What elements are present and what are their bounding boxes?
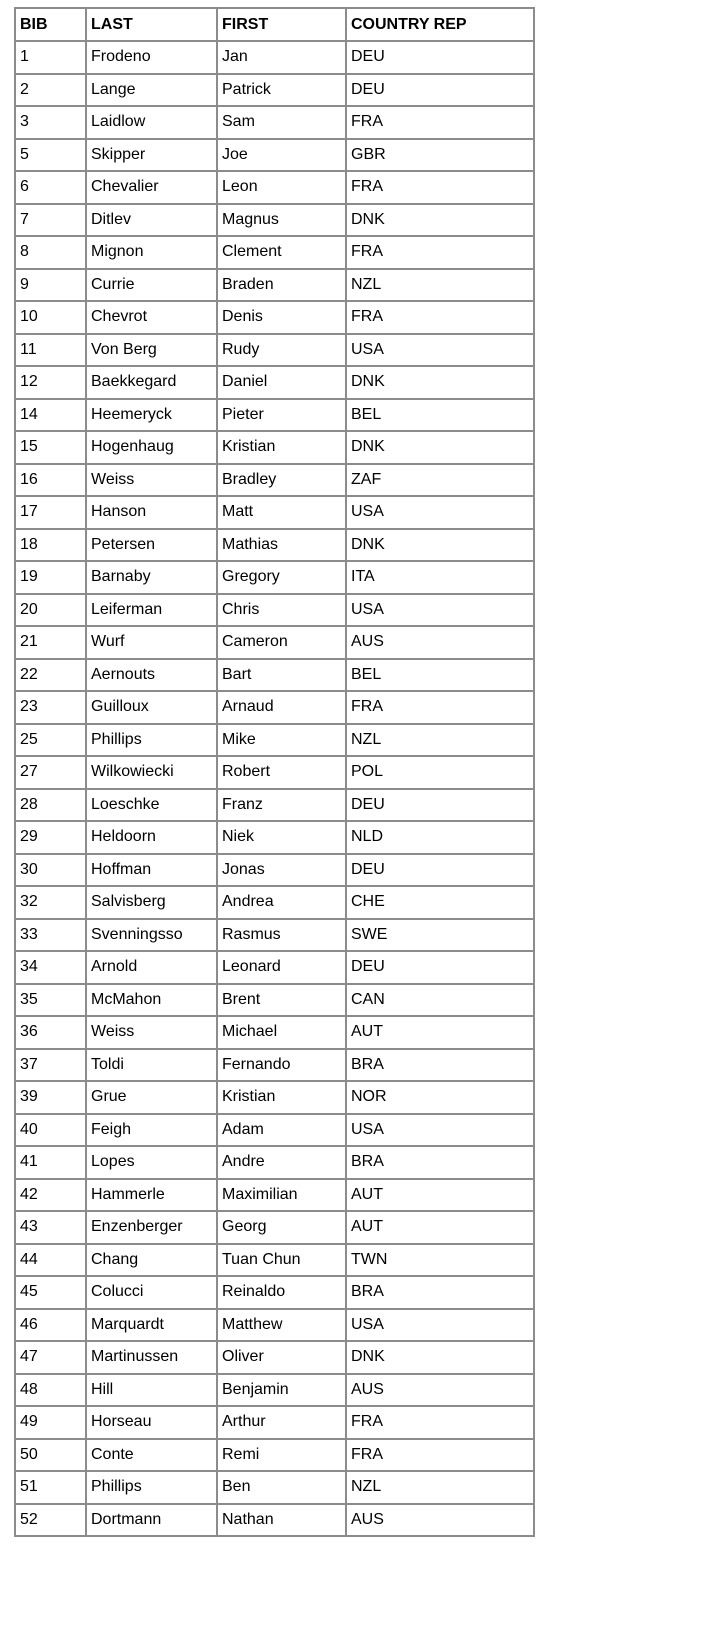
cell-first-name: Daniel — [217, 366, 346, 399]
table-row — [15, 269, 534, 302]
cell-country-rep: BRA — [346, 1276, 534, 1309]
table-row — [15, 496, 534, 529]
cell-last-name: Hill — [86, 1374, 217, 1407]
cell-country-rep: CHE — [346, 886, 534, 919]
cell-last-name: Hogenhaug — [86, 431, 217, 464]
cell-last-name: Feigh — [86, 1114, 217, 1147]
cell-last-name: Enzenberger — [86, 1211, 217, 1244]
cell-last-name: Svenningsso — [86, 919, 217, 952]
cell-country-rep: BEL — [346, 399, 534, 432]
cell-first-name: Rasmus — [217, 919, 346, 952]
cell-country-rep: DNK — [346, 366, 534, 399]
cell-last-name: Laidlow — [86, 106, 217, 139]
cell-first-name: Clement — [217, 236, 346, 269]
table-row — [15, 1016, 534, 1049]
cell-last-name: Chevrot — [86, 301, 217, 334]
cell-country-rep: TWN — [346, 1244, 534, 1277]
cell-bib: 1 — [15, 41, 86, 74]
cell-country-rep: DEU — [346, 951, 534, 984]
cell-first-name: Tuan Chun — [217, 1244, 346, 1277]
table-row — [15, 659, 534, 692]
cell-last-name: Colucci — [86, 1276, 217, 1309]
cell-country-rep: BRA — [346, 1049, 534, 1082]
table-row — [15, 1504, 534, 1537]
table-row — [15, 951, 534, 984]
table-row — [15, 1211, 534, 1244]
table-row — [15, 626, 534, 659]
cell-first-name: Niek — [217, 821, 346, 854]
cell-country-rep: USA — [346, 1309, 534, 1342]
cell-last-name: Heemeryck — [86, 399, 217, 432]
cell-last-name: Grue — [86, 1081, 217, 1114]
cell-first-name: Sam — [217, 106, 346, 139]
header-row — [15, 8, 534, 41]
table-row — [15, 919, 534, 952]
cell-bib: 9 — [15, 269, 86, 302]
column-header-last: LAST — [86, 8, 217, 41]
cell-last-name: Phillips — [86, 1471, 217, 1504]
cell-country-rep: DNK — [346, 529, 534, 562]
cell-country-rep: FRA — [346, 1406, 534, 1439]
cell-first-name: Fernando — [217, 1049, 346, 1082]
cell-bib: 5 — [15, 139, 86, 172]
cell-bib: 23 — [15, 691, 86, 724]
table-row — [15, 334, 534, 367]
cell-first-name: Brent — [217, 984, 346, 1017]
table-row — [15, 171, 534, 204]
table-row — [15, 106, 534, 139]
cell-last-name: Leiferman — [86, 594, 217, 627]
cell-bib: 51 — [15, 1471, 86, 1504]
cell-country-rep: DNK — [346, 431, 534, 464]
cell-bib: 15 — [15, 431, 86, 464]
cell-bib: 42 — [15, 1179, 86, 1212]
cell-country-rep: DNK — [346, 1341, 534, 1374]
table-row — [15, 1406, 534, 1439]
cell-bib: 49 — [15, 1406, 86, 1439]
cell-first-name: Andrea — [217, 886, 346, 919]
cell-bib: 33 — [15, 919, 86, 952]
column-header-first: FIRST — [217, 8, 346, 41]
cell-bib: 6 — [15, 171, 86, 204]
cell-first-name: Cameron — [217, 626, 346, 659]
cell-bib: 22 — [15, 659, 86, 692]
cell-bib: 37 — [15, 1049, 86, 1082]
cell-last-name: Hoffman — [86, 854, 217, 887]
table-row — [15, 1179, 534, 1212]
cell-last-name: Martinussen — [86, 1341, 217, 1374]
cell-bib: 41 — [15, 1146, 86, 1179]
table-row — [15, 886, 534, 919]
cell-first-name: Kristian — [217, 431, 346, 464]
table-row — [15, 529, 534, 562]
cell-bib: 19 — [15, 561, 86, 594]
cell-country-rep: NLD — [346, 821, 534, 854]
cell-country-rep: FRA — [346, 106, 534, 139]
cell-first-name: Braden — [217, 269, 346, 302]
cell-first-name: Mike — [217, 724, 346, 757]
table-row — [15, 854, 534, 887]
cell-last-name: Skipper — [86, 139, 217, 172]
table-row — [15, 41, 534, 74]
cell-last-name: Currie — [86, 269, 217, 302]
cell-country-rep: DEU — [346, 854, 534, 887]
cell-last-name: Aernouts — [86, 659, 217, 692]
table-row — [15, 236, 534, 269]
cell-first-name: Leon — [217, 171, 346, 204]
cell-last-name: Hammerle — [86, 1179, 217, 1212]
cell-last-name: Wurf — [86, 626, 217, 659]
table-row — [15, 1341, 534, 1374]
table-row — [15, 724, 534, 757]
cell-country-rep: DEU — [346, 41, 534, 74]
cell-bib: 48 — [15, 1374, 86, 1407]
table-row — [15, 204, 534, 237]
cell-last-name: Marquardt — [86, 1309, 217, 1342]
table-body — [15, 41, 534, 1536]
table-row — [15, 984, 534, 1017]
cell-country-rep: DEU — [346, 789, 534, 822]
cell-country-rep: USA — [346, 496, 534, 529]
table-row — [15, 1276, 534, 1309]
cell-last-name: McMahon — [86, 984, 217, 1017]
table-row — [15, 464, 534, 497]
cell-country-rep: DEU — [346, 74, 534, 107]
cell-country-rep: NZL — [346, 1471, 534, 1504]
cell-last-name: Ditlev — [86, 204, 217, 237]
cell-first-name: Maximilian — [217, 1179, 346, 1212]
cell-country-rep: USA — [346, 1114, 534, 1147]
cell-bib: 36 — [15, 1016, 86, 1049]
cell-last-name: Chevalier — [86, 171, 217, 204]
cell-bib: 45 — [15, 1276, 86, 1309]
cell-first-name: Ben — [217, 1471, 346, 1504]
table-row — [15, 1244, 534, 1277]
cell-bib: 16 — [15, 464, 86, 497]
cell-bib: 46 — [15, 1309, 86, 1342]
cell-bib: 11 — [15, 334, 86, 367]
table-row — [15, 561, 534, 594]
cell-bib: 29 — [15, 821, 86, 854]
cell-first-name: Georg — [217, 1211, 346, 1244]
cell-bib: 39 — [15, 1081, 86, 1114]
table-row — [15, 1114, 534, 1147]
column-header-country-rep: COUNTRY REP — [346, 8, 534, 41]
cell-bib: 35 — [15, 984, 86, 1017]
cell-last-name: Arnold — [86, 951, 217, 984]
cell-first-name: Jan — [217, 41, 346, 74]
cell-country-rep: AUT — [346, 1016, 534, 1049]
cell-last-name: Salvisberg — [86, 886, 217, 919]
cell-first-name: Rudy — [217, 334, 346, 367]
cell-last-name: Guilloux — [86, 691, 217, 724]
cell-bib: 2 — [15, 74, 86, 107]
cell-bib: 43 — [15, 1211, 86, 1244]
cell-first-name: Michael — [217, 1016, 346, 1049]
cell-bib: 34 — [15, 951, 86, 984]
cell-last-name: Petersen — [86, 529, 217, 562]
cell-country-rep: FRA — [346, 171, 534, 204]
athlete-roster-table — [14, 7, 535, 1537]
cell-country-rep: DNK — [346, 204, 534, 237]
cell-last-name: Baekkegard — [86, 366, 217, 399]
cell-first-name: Matthew — [217, 1309, 346, 1342]
cell-last-name: Heldoorn — [86, 821, 217, 854]
cell-country-rep: USA — [346, 334, 534, 367]
cell-first-name: Oliver — [217, 1341, 346, 1374]
cell-country-rep: CAN — [346, 984, 534, 1017]
cell-bib: 40 — [15, 1114, 86, 1147]
cell-first-name: Benjamin — [217, 1374, 346, 1407]
cell-last-name: Mignon — [86, 236, 217, 269]
table-row — [15, 1146, 534, 1179]
cell-country-rep: AUT — [346, 1211, 534, 1244]
cell-bib: 21 — [15, 626, 86, 659]
table-row — [15, 1471, 534, 1504]
cell-country-rep: FRA — [346, 691, 534, 724]
cell-last-name: Chang — [86, 1244, 217, 1277]
cell-last-name: Barnaby — [86, 561, 217, 594]
cell-country-rep: FRA — [346, 1439, 534, 1472]
cell-country-rep: BRA — [346, 1146, 534, 1179]
table-row — [15, 756, 534, 789]
cell-bib: 10 — [15, 301, 86, 334]
cell-first-name: Arthur — [217, 1406, 346, 1439]
cell-last-name: Dortmann — [86, 1504, 217, 1537]
table-row — [15, 821, 534, 854]
cell-bib: 27 — [15, 756, 86, 789]
table-row — [15, 1309, 534, 1342]
cell-bib: 7 — [15, 204, 86, 237]
cell-country-rep: BEL — [346, 659, 534, 692]
cell-country-rep: USA — [346, 594, 534, 627]
cell-country-rep: FRA — [346, 236, 534, 269]
table-row — [15, 74, 534, 107]
cell-first-name: Robert — [217, 756, 346, 789]
cell-first-name: Magnus — [217, 204, 346, 237]
cell-last-name: Phillips — [86, 724, 217, 757]
cell-country-rep: AUS — [346, 626, 534, 659]
cell-first-name: Andre — [217, 1146, 346, 1179]
table-row — [15, 1374, 534, 1407]
cell-first-name: Remi — [217, 1439, 346, 1472]
cell-country-rep: AUS — [346, 1374, 534, 1407]
cell-country-rep: AUS — [346, 1504, 534, 1537]
cell-first-name: Jonas — [217, 854, 346, 887]
cell-bib: 50 — [15, 1439, 86, 1472]
cell-last-name: Lopes — [86, 1146, 217, 1179]
cell-bib: 28 — [15, 789, 86, 822]
cell-country-rep: GBR — [346, 139, 534, 172]
cell-last-name: Weiss — [86, 1016, 217, 1049]
table-row — [15, 431, 534, 464]
cell-bib: 52 — [15, 1504, 86, 1537]
cell-last-name: Horseau — [86, 1406, 217, 1439]
cell-first-name: Franz — [217, 789, 346, 822]
cell-country-rep: POL — [346, 756, 534, 789]
cell-first-name: Reinaldo — [217, 1276, 346, 1309]
cell-country-rep: AUT — [346, 1179, 534, 1212]
cell-first-name: Nathan — [217, 1504, 346, 1537]
cell-first-name: Gregory — [217, 561, 346, 594]
table-row — [15, 691, 534, 724]
cell-bib: 18 — [15, 529, 86, 562]
cell-first-name: Matt — [217, 496, 346, 529]
cell-last-name: Lange — [86, 74, 217, 107]
cell-first-name: Leonard — [217, 951, 346, 984]
cell-country-rep: NZL — [346, 724, 534, 757]
cell-bib: 17 — [15, 496, 86, 529]
cell-country-rep: NOR — [346, 1081, 534, 1114]
cell-country-rep: ZAF — [346, 464, 534, 497]
cell-bib: 8 — [15, 236, 86, 269]
column-header-bib: BIB — [15, 8, 86, 41]
table-row — [15, 1081, 534, 1114]
cell-first-name: Joe — [217, 139, 346, 172]
cell-country-rep: FRA — [346, 301, 534, 334]
table-row — [15, 139, 534, 172]
cell-last-name: Toldi — [86, 1049, 217, 1082]
cell-first-name: Patrick — [217, 74, 346, 107]
cell-last-name: Weiss — [86, 464, 217, 497]
cell-bib: 32 — [15, 886, 86, 919]
cell-last-name: Loeschke — [86, 789, 217, 822]
table-row — [15, 1439, 534, 1472]
cell-bib: 3 — [15, 106, 86, 139]
cell-last-name: Wilkowiecki — [86, 756, 217, 789]
cell-first-name: Arnaud — [217, 691, 346, 724]
table-row — [15, 301, 534, 334]
cell-bib: 25 — [15, 724, 86, 757]
cell-first-name: Kristian — [217, 1081, 346, 1114]
cell-last-name: Frodeno — [86, 41, 217, 74]
cell-bib: 14 — [15, 399, 86, 432]
cell-first-name: Adam — [217, 1114, 346, 1147]
table-header — [15, 8, 534, 41]
cell-first-name: Mathias — [217, 529, 346, 562]
cell-bib: 47 — [15, 1341, 86, 1374]
cell-first-name: Bradley — [217, 464, 346, 497]
table-row — [15, 1049, 534, 1082]
table-row — [15, 594, 534, 627]
table-row — [15, 366, 534, 399]
cell-bib: 44 — [15, 1244, 86, 1277]
table-row — [15, 399, 534, 432]
cell-first-name: Chris — [217, 594, 346, 627]
cell-country-rep: ITA — [346, 561, 534, 594]
cell-last-name: Von Berg — [86, 334, 217, 367]
cell-first-name: Bart — [217, 659, 346, 692]
cell-first-name: Pieter — [217, 399, 346, 432]
cell-country-rep: NZL — [346, 269, 534, 302]
cell-bib: 30 — [15, 854, 86, 887]
cell-last-name: Hanson — [86, 496, 217, 529]
table-row — [15, 789, 534, 822]
cell-last-name: Conte — [86, 1439, 217, 1472]
cell-bib: 12 — [15, 366, 86, 399]
cell-bib: 20 — [15, 594, 86, 627]
cell-country-rep: SWE — [346, 919, 534, 952]
cell-first-name: Denis — [217, 301, 346, 334]
